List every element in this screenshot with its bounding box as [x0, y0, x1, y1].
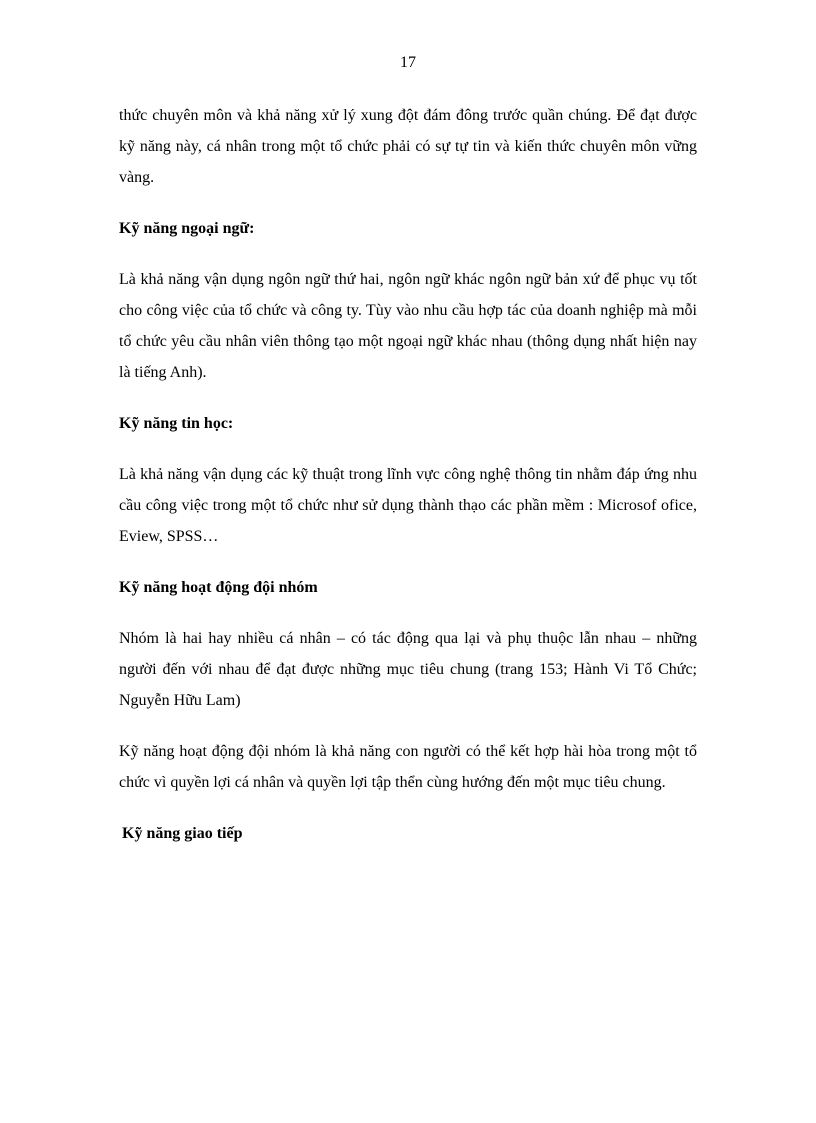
document-body [119, 100, 697, 849]
paragraph-team-definition: Nhóm là hai hay nhiều cá nhân – có tác động qua lại và phụ thuộc lẫn nhau – những người đến với nhau để đạt được những mục tiêu chung (trang 153; Hành Vi Tổ Chức; Nguyễn Hữu Lam) [119, 630, 697, 709]
paragraph-foreign-language: Là khả năng vận dụng ngôn ngữ thứ hai, ngôn ngữ khác ngôn ngữ bản xứ để phục vụ tốt cho công việc của tổ chức và công ty. Tùy vào nhu cầu hợp tác của doanh nghiệp mà mỗi tổ chức yêu cầu nhân viên thông tạo một ngoại ngữ khác nhau (thông dụng nhất hiện nay là tiếng Anh). [119, 271, 697, 381]
heading-communication-skills: Kỹ năng giao tiếp [122, 825, 243, 842]
page-number: 17 [400, 54, 416, 71]
paragraph-it-skills: Là khả năng vận dụng các kỹ thuật trong lĩnh vực công nghệ thông tin nhằm đáp ứng nhu cầu công việc trong một tổ chức như sử dụng thành thạo các phần mềm : Microsof ofice, Eview, SPSS… [119, 466, 697, 545]
paragraph-continuation: thức chuyên môn và khả năng xử lý xung đột đám đông trước quần chúng. Để đạt được kỹ năng này, cá nhân trong một tổ chức phải có sự tự tin và kiến thức chuyên môn vững vàng. [119, 107, 697, 186]
heading-it-skills: Kỹ năng tin học: [119, 415, 234, 432]
heading-teamwork-skills: Kỹ năng hoạt động đội nhóm [119, 579, 318, 596]
paragraph-teamwork-skills: Kỹ năng hoạt động đội nhóm là khả năng con người có thể kết hợp hài hòa trong một tổ chức vì quyền lợi cá nhân và quyền lợi tập thển cùng hướng đến một mục tiêu chung. [119, 743, 697, 791]
heading-foreign-language-skills: Kỹ năng ngoại ngữ: [119, 220, 255, 237]
